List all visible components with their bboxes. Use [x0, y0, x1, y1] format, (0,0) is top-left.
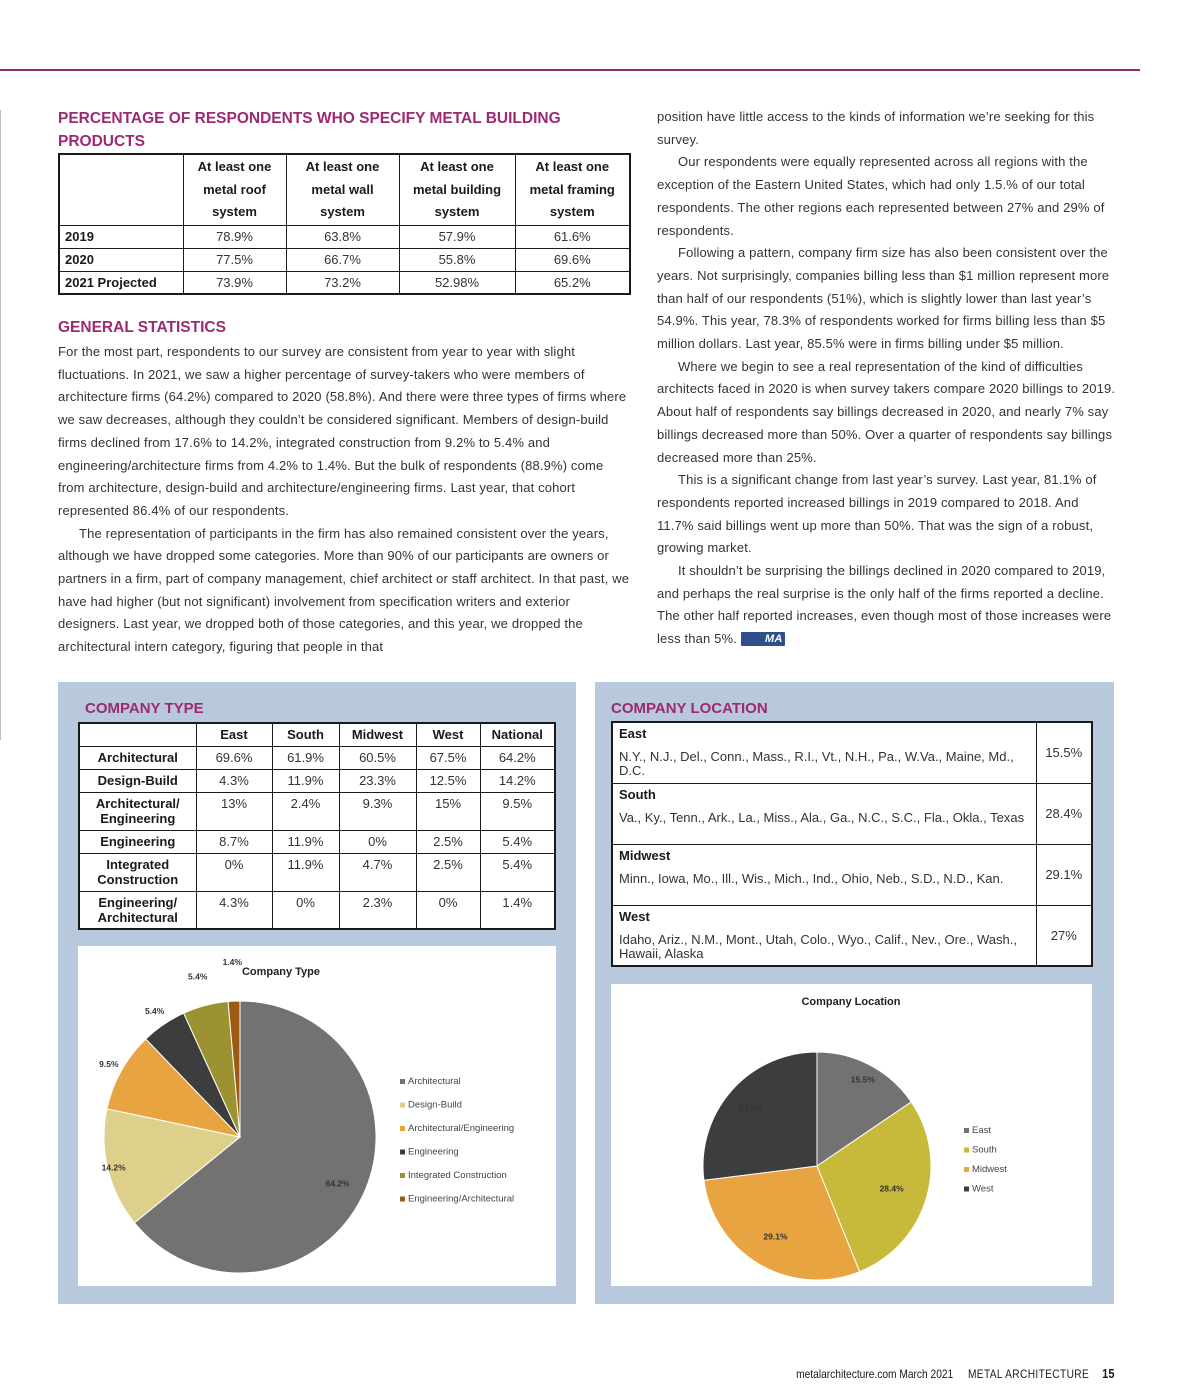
table-cell: 0%	[339, 830, 416, 853]
table-row	[59, 225, 630, 248]
table-cell: 2.4%	[272, 792, 339, 830]
page-edge-rule	[0, 110, 1, 740]
right-column-text	[657, 106, 1117, 651]
footer-issue: March 2021	[898, 1367, 953, 1381]
data-label: 28.4%	[879, 1183, 904, 1194]
legend-label: Engineering	[408, 1146, 459, 1158]
footer-site: metalarchitecture.com	[795, 1367, 897, 1381]
left-column-text	[58, 341, 631, 659]
table-cell: 1.4%	[480, 891, 555, 929]
table-cell: 67.5%	[416, 746, 480, 769]
row-label: 2020	[59, 248, 183, 271]
region-states-row	[612, 868, 1092, 905]
table-cell: 66.7%	[286, 248, 399, 271]
col-west: West	[416, 723, 480, 746]
table-row	[79, 853, 555, 891]
paragraph: This is a significant change from last year’s survey. Last year, 81.1% of respondents reported increased billings in 2019 compared to 2018. And 11.7% said billings went up more than 50%. That was the sign of a robust, growing market.	[657, 472, 1097, 556]
table-cell: 14.2%	[480, 769, 555, 792]
table-cell: 77.5%	[183, 248, 286, 271]
data-label: 27.0%	[738, 1102, 764, 1113]
pct-col-wall: At least one metal wall system	[286, 154, 399, 225]
row-label: Design-Build	[79, 769, 196, 792]
table-cell: 2.5%	[416, 853, 480, 891]
legend-swatch	[400, 1079, 405, 1084]
row-label: Engineering/ Architectural	[79, 891, 196, 929]
col-south: South	[272, 723, 339, 746]
data-label: 15.5%	[850, 1074, 875, 1085]
company-type-chart	[78, 946, 556, 1286]
region-states: Minn., Iowa, Mo., Ill., Wis., Mich., Ind., Ohio, Neb., S.D., N.D., Kan.	[612, 868, 1036, 905]
table-row	[59, 271, 630, 294]
legend-label: Engineering/Architectural	[408, 1193, 515, 1205]
legend-swatch	[964, 1148, 969, 1153]
table-cell: 0%	[416, 891, 480, 929]
data-label: 5.4%	[188, 971, 208, 982]
legend-swatch	[964, 1128, 969, 1133]
region-percent: 27%	[1036, 905, 1092, 966]
company-location-pie-svg	[611, 984, 1092, 1286]
data-label: 14.2%	[101, 1162, 126, 1173]
table-cell: 2.5%	[416, 830, 480, 853]
region-name: South	[612, 783, 1036, 807]
paragraph: Where we begin to see a real representation of the kind of difficulties architects faced in 2020 is when survey takers compare 2020 billings to 2019. About half of respondents say billings decreased in 2020, and nearly 7% say billings decreased more than 50%. Over a quarter of respondents say billings decreased more than 25%.	[657, 358, 1116, 465]
row-label: Integrated Construction	[79, 853, 196, 891]
top-rule	[0, 69, 1140, 71]
table-row	[79, 891, 555, 929]
data-label: 64.2%	[325, 1178, 350, 1189]
table-cell: 65.2%	[515, 271, 630, 294]
table-cell: 8.7%	[196, 830, 272, 853]
company-type-title: COMPANY TYPE	[85, 700, 204, 717]
legend-label: Architectural	[408, 1076, 461, 1087]
region-states-row	[612, 746, 1092, 783]
pct-col-roof: At least one metal roof system	[183, 154, 286, 225]
region-name-row	[612, 905, 1092, 929]
table-row	[59, 248, 630, 271]
type-table-body	[79, 746, 555, 929]
type-table-corner	[79, 723, 196, 746]
data-label: 29.1%	[763, 1231, 788, 1242]
legend-swatch	[400, 1197, 405, 1202]
table-row	[79, 792, 555, 830]
table-cell: 55.8%	[399, 248, 515, 271]
paragraph: position have little access to the kinds of information we’re seeking for this survey.	[657, 109, 1095, 147]
table-cell: 61.9%	[272, 746, 339, 769]
table-cell: 63.8%	[286, 225, 399, 248]
region-name-row	[612, 844, 1092, 868]
company-location-panel	[595, 682, 1114, 1304]
region-percent: 15.5%	[1036, 722, 1092, 783]
table-cell: 61.6%	[515, 225, 630, 248]
company-location-chart	[611, 984, 1092, 1286]
pct-table-corner	[59, 154, 183, 225]
table-cell: 9.5%	[480, 792, 555, 830]
row-label: 2019	[59, 225, 183, 248]
region-name: Midwest	[612, 844, 1036, 868]
data-label: 9.5%	[99, 1059, 119, 1070]
table-cell: 4.3%	[196, 769, 272, 792]
table-cell: 12.5%	[416, 769, 480, 792]
legend-label: Architectural/Engineering	[408, 1123, 515, 1134]
pie-slice	[703, 1052, 817, 1180]
company-type-panel	[58, 682, 576, 1304]
legend-label: Design-Build	[408, 1099, 462, 1111]
region-name: East	[612, 722, 1036, 746]
location-table-body	[612, 722, 1092, 966]
region-states-row	[612, 929, 1092, 966]
paragraph: For the most part, respondents to our survey are consistent from year to year with slight fluctuations. In 2021, we saw a higher percentage of survey-takers who were members of architecture firms (64.2%) compared to 2020 (58.8%). And there were three types of firms where we saw decreases, although they couldn’t be considered significant. Members of design-build firms declined from 17.6% to 14.2%, integrated construction from 9.2% to 5.4% and engineering/architecture firms from 4.2% to 1.4%. But the bulk of respondents (88.9%) come from architecture, design-build and architecture/engineering firms. Last year, that cohort represented 86.4% of our respondents.	[58, 344, 627, 518]
legend-label: Integrated Construction	[408, 1170, 507, 1181]
legend-swatch	[964, 1187, 969, 1192]
table-cell: 69.6%	[196, 746, 272, 769]
table-cell: 4.3%	[196, 891, 272, 929]
footer-magazine: METAL ARCHITECTURE	[967, 1367, 1089, 1381]
table-cell: 73.9%	[183, 271, 286, 294]
table-cell: 11.9%	[272, 769, 339, 792]
legend-label: East	[972, 1125, 992, 1136]
legend-swatch	[964, 1167, 969, 1172]
table-cell: 11.9%	[272, 853, 339, 891]
table-cell: 2.3%	[339, 891, 416, 929]
region-name-row	[612, 783, 1092, 807]
region-percent: 29.1%	[1036, 844, 1092, 905]
row-label: Engineering	[79, 830, 196, 853]
legend-label: Midwest	[972, 1164, 1007, 1175]
region-percent: 28.4%	[1036, 783, 1092, 844]
table-cell: 23.3%	[339, 769, 416, 792]
paragraph: Following a pattern, company firm size has also been consistent over the years. Not surprisingly, companies billing less than $1 million represent more than half of our respondents (51%), which is slightly lower than last year’s 54.9%. This year, 78.3% of respondents worked for firms billing less than $5 million dollars. Last year, 85.5% were in firms billing under $5 million.	[657, 245, 1110, 352]
legend-swatch	[400, 1150, 405, 1155]
table-cell: 5.4%	[480, 853, 555, 891]
table-cell: 11.9%	[272, 830, 339, 853]
pct-col-building: At least one metal building system	[399, 154, 515, 225]
table-row	[79, 746, 555, 769]
legend-label: South	[972, 1144, 997, 1156]
paragraph: Our respondents were equally represented across all regions with the exception of the Eastern United States, which had only 1.5.% of our total respondents. The other regions each represented between 27% and 29% of respondents.	[657, 154, 1105, 238]
table-cell: 4.7%	[339, 853, 416, 891]
pct-col-framing: At least one metal framing system	[515, 154, 630, 225]
general-statistics-heading: GENERAL STATISTICS	[58, 319, 226, 336]
table-cell: 9.3%	[339, 792, 416, 830]
company-type-table	[78, 722, 556, 930]
paragraph-text: It shouldn’t be surprising the billings declined in 2020 compared to 2019, and perhaps the real surprise is the only half of the firms reported a decline. The other half reported increases, even though most of those increases were less than 5%.	[657, 563, 1112, 647]
table-cell: 0%	[272, 891, 339, 929]
legend-swatch	[400, 1126, 405, 1131]
page-number: 15	[1101, 1366, 1114, 1381]
row-label: Architectural	[79, 746, 196, 769]
region-states: N.Y., N.J., Del., Conn., Mass., R.I., Vt., N.H., Pa., W.Va., Maine, Md., D.C.	[612, 746, 1036, 783]
region-states-row	[612, 807, 1092, 844]
data-label: 5.4%	[144, 1006, 165, 1017]
legend-label: West	[972, 1183, 994, 1195]
region-states: Va., Ky., Tenn., Ark., La., Miss., Ala., Ga., N.C., S.C., Fla., Okla., Texas	[612, 807, 1036, 844]
table-cell: 0%	[196, 853, 272, 891]
type-table-header-row	[79, 723, 555, 746]
data-label: 1.4%	[222, 957, 243, 968]
company-location-table	[611, 721, 1093, 967]
region-name-row	[612, 722, 1092, 746]
col-east: East	[196, 723, 272, 746]
table-cell: 52.98%	[399, 271, 515, 294]
row-label: Architectural/ Engineering	[79, 792, 196, 830]
table-row	[79, 769, 555, 792]
region-states: Idaho, Ariz., N.M., Mont., Utah, Colo., Wyo., Calif., Nev., Ore., Wash., Hawaii, Alaska	[612, 929, 1036, 966]
pct-table-header-row	[59, 154, 630, 225]
chart-title: Company Type	[241, 966, 321, 978]
legend-swatch	[400, 1103, 405, 1108]
row-label: 2021 Projected	[59, 271, 183, 294]
table-cell: 13%	[196, 792, 272, 830]
table-cell: 15%	[416, 792, 480, 830]
table-cell: 60.5%	[339, 746, 416, 769]
table-cell: 73.2%	[286, 271, 399, 294]
magazine-logo-icon: MA	[741, 632, 785, 646]
paragraph: The representation of participants in the firm has also remained consistent over the years, although we have dropped some categories. More than 90% of our participants are owners or partners in a firm, part of company management, chief architect or staff architect. In that past, we have had higher (but not significant) involvement from specification writers and exterior designers. Last year, we dropped both of those categories, and this year, we dropped the architectural intern category, figuring that people in that	[58, 525, 630, 655]
table-cell: 69.6%	[515, 248, 630, 271]
table-cell: 57.9%	[399, 225, 515, 248]
col-midwest: Midwest	[339, 723, 416, 746]
pct-section-heading: PERCENTAGE OF RESPONDENTS WHO SPECIFY METAL BUILDING PRODUCTS	[58, 110, 561, 150]
table-row	[79, 830, 555, 853]
paragraph-last	[657, 560, 1117, 651]
legend-swatch	[400, 1173, 405, 1178]
chart-title: Company Location	[801, 996, 901, 1008]
company-location-title: COMPANY LOCATION	[611, 700, 768, 717]
pct-table	[58, 153, 631, 295]
company-type-pie-svg	[78, 946, 556, 1286]
table-cell: 64.2%	[480, 746, 555, 769]
page-footer	[796, 1366, 1114, 1381]
table-cell: 5.4%	[480, 830, 555, 853]
table-cell: 78.9%	[183, 225, 286, 248]
region-name: West	[612, 905, 1036, 929]
col-national: National	[480, 723, 555, 746]
